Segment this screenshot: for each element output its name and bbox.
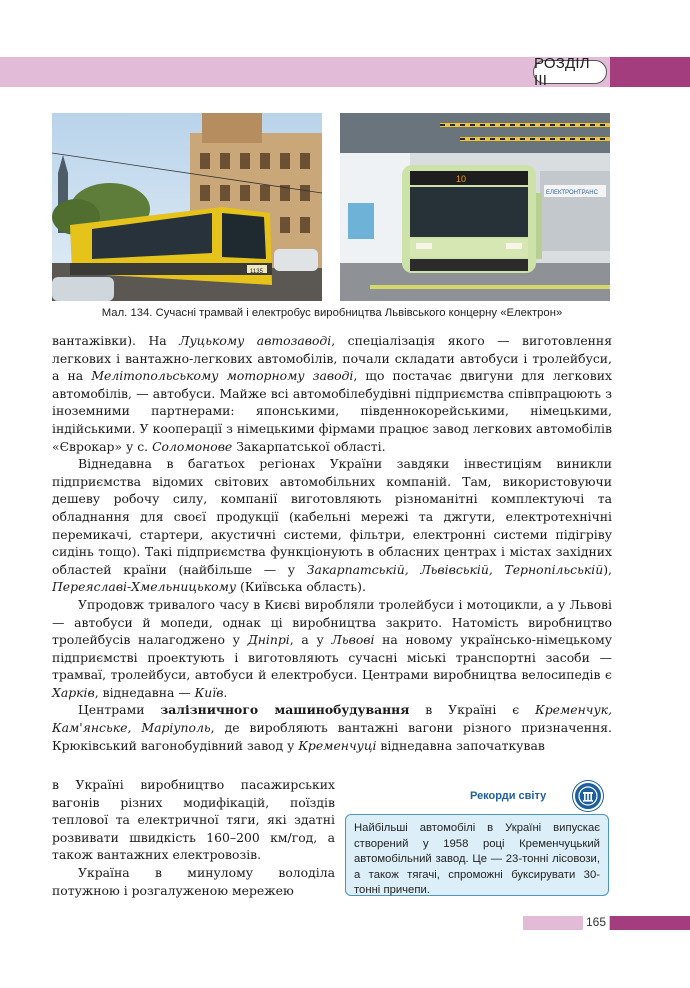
main-text-block <box>52 332 612 754</box>
text-run: Соломонове <box>152 438 233 454</box>
text-run: . <box>223 684 228 700</box>
figure-caption: Мал. 134. Сучасні трамвай і електробус виробництва Львівського концерну «Електрон» <box>101 307 563 319</box>
text-run: , віднедавна — <box>94 684 195 700</box>
text-run: залізничного машинобудування <box>160 702 410 718</box>
text-run: Харків <box>52 684 95 700</box>
tram-photo <box>52 113 322 301</box>
text-run: , що постачає двигуни для легкових автомобілів, — автобуси. Майже всі автомобілебудівні підприємства співпрацюють з іноземними партнерами: японськими, південнокорейськими, німецькими, індійськими. У кооперації з німецькими фірмами працює завод легкових автомобілів «Єврокар» у с. <box>52 368 612 454</box>
text-run: Мелітопольському моторному заводі <box>91 368 354 384</box>
tram-route-number: 1135 <box>250 269 263 275</box>
depot-sign: ЕЛЕКТРОНТРАНС <box>546 190 598 196</box>
text-run: ), <box>603 561 612 577</box>
text-run: в Україні є <box>409 702 536 718</box>
text-run: Віднедавна в багатьох регіонах України завдяки інвестиціям виникли підприємства відомих світових автомобільних компаній. Там, використовуючи дешеву робочу силу, компанії виготовляють різноманітні комплектуючі та обладнання для своєї продукції (кабельні мережі та джгути, електротехнічні перемикачі, стартери, акустичні системи, фільтри, електронні системи підігріву сидінь тощо). Такі підприємства функціонують в обласних центрах і містах західних областей країни (найбільше — у <box>52 456 612 577</box>
paragraph-3 <box>52 596 612 702</box>
text-run: на новому українсько-німецькому підприємстві проектують і виготовляють сучасні міські транспортні засоби — трамваї, тролейбуси, автобуси й електробуси. Центрами виробництва велосипедів є <box>52 632 612 683</box>
text-run: Кременчуці <box>298 737 377 753</box>
page-number: 165 <box>583 911 609 933</box>
paragraph-4 <box>52 701 612 754</box>
text-run: віднедавна започаткував <box>376 737 545 753</box>
text-run: Центрами <box>78 702 161 718</box>
text-run: Україна в минулому володіла потужною і розгалуженою мережею <box>52 864 335 898</box>
text-run: вантажівки). На <box>52 333 180 348</box>
text-run: , де виробляють вантажні вагони різного призначення. Крюківський вагонобудівний завод у <box>52 720 612 753</box>
paragraph-6 <box>52 864 335 899</box>
text-run: Луцькому автозаводі <box>179 333 332 348</box>
text-run: Упродовж тривалого часу в Києві виробляли тролейбуси і мотоцикли, а у Львові — автобуси й мопеди, однак ці виробництва закрито. Натомість виробництво тролейбусів налагоджено у <box>52 596 612 648</box>
text-run: , а у <box>289 632 332 648</box>
text-run: Закарпатській, Львівській, Тернопільській <box>306 561 604 577</box>
text-run: Львові <box>331 632 375 648</box>
medal-icon <box>573 781 603 811</box>
paragraph-5 <box>52 776 335 864</box>
text-run: , спеціалізація якого — виготовлення легкових і вантажно-легкових автомобілів, почали складати автобуси і тролейбуси, а на <box>52 333 613 384</box>
text-run: Переяславі-Хмельницькому <box>52 579 237 595</box>
sidebar-title: Рекорди світу <box>470 790 547 802</box>
text-run: в Україні виробництво пасажирських вагонів різних модифікацій, поїздів теплової та електричної тяги, які здатні розвивати швидкість 160–200 км/год, а також вантажних електровозів. <box>52 777 335 863</box>
paragraph-2 <box>52 455 612 596</box>
paragraph-1 <box>52 332 612 455</box>
text-run: Кременчук, Кам'янське, Маріуполь <box>52 702 612 736</box>
bus-route-display: 10 <box>456 174 467 184</box>
text-run: Київ <box>194 684 224 700</box>
narrow-text-block <box>52 776 335 899</box>
section-label: РОЗДІЛ ІІІ <box>533 60 607 84</box>
text-run: (Київська область). <box>236 579 366 595</box>
text-run: Дніпрі <box>247 632 290 648</box>
record-box: Найбільші автомобілі в Україні випускає створений у 1958 році Кременчуцький автомобільний завод. Це — 23-тонні лісовози, а також тягачі, спроможні буксирувати 30-тонні причепи. <box>345 814 609 896</box>
electrobus-photo <box>340 113 610 301</box>
text-run: Закарпатської області. <box>232 438 386 454</box>
